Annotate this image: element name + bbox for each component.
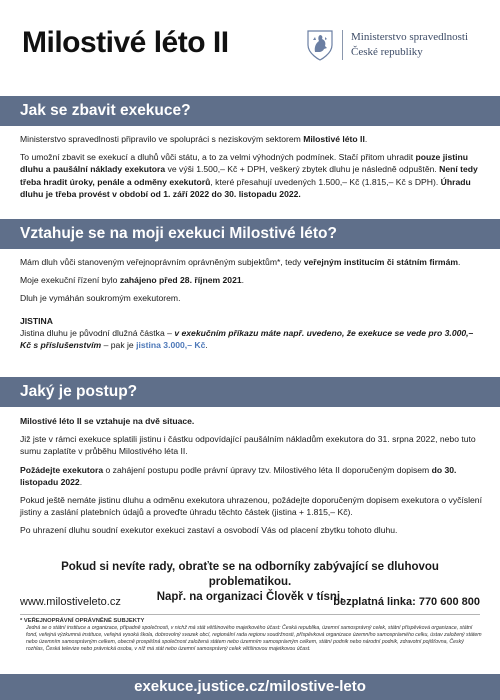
- paragraph: Po uhrazení dluhu soudní exekutor exekuci zastaví a osvobodí Vás od placení zbytku tohoto dluhu.: [20, 525, 398, 536]
- paragraph: Požádejte exekutora o zahájení postupu podle právní úpravy tzv. Milostivého léta II doporučeným dopisem do 30. listopadu 2022.: [20, 464, 457, 487]
- hotline-number[interactable]: bezplatná linka: 770 600 800: [333, 596, 480, 608]
- paragraph: Pokud ještě nemáte jistinu dluhu a odměnu exekutora uhrazenou, požádejte doporučeným dopisem exekutora o vyčíslení jistiny a zaslání platebních údajů a proveďte úhradu těchto částek (jistina + 1.815,– Kč).: [20, 495, 482, 518]
- section-procedure: [20, 415, 482, 543]
- footnote-body: Jedná se o státní instituce a organizace, případně společnosti, v nichž má stát většinového majetkového účast: Česká republika, územní samosprávný celek, státní příspěvková organizace, státní fond, veřejná výzkumná instituce, veřejná vysoká škola, dobrovolný svazek obcí, regionální rada regionu soudržnosti, příspěvková organizace územního samosprávného celku, ústav založený státem nebo územním samosprávným celkem, obecně prospěšná společnost založená státem nebo územním samosprávným celkem, státní podnik nebo národní podnik, zdravotní pojišťovna, Český rozhlas, Česká televize nebo právnická osoba, v níž má stát nebo územní samosprávný celek většinovou majetkovou účast.: [26, 625, 482, 652]
- contact-row: [20, 596, 480, 610]
- section-how-to: [20, 133, 482, 206]
- footer-url[interactable]: exekuce.justice.cz/milostive-leto: [0, 674, 500, 700]
- section-heading-how-to: Jak se zbavit exekuce?: [0, 96, 500, 126]
- footnote-title: * VEŘEJNOPRÁVNÍ OPRÁVNĚNÉ SUBJEKTY: [20, 618, 145, 624]
- paragraph: Mám dluh vůči stanoveným veřejnoprávním oprávněným subjektům*, tedy veřejným institucím či státním firmám.: [20, 257, 461, 267]
- page-title: Milostivé léto II: [22, 26, 229, 59]
- footnote: [20, 618, 482, 653]
- paragraph: Ministerstvo spravedlnosti připravilo ve spolupráci s neziskovým sektorem Milostivé léto II.: [20, 134, 368, 144]
- paragraph: Milostivé léto II se vztahuje na dvě situace.: [20, 416, 195, 426]
- paragraph: Moje exekuční řízení bylo zahájeno před 28. říjnem 2021.: [20, 275, 245, 286]
- ministry-line-1: Ministerstvo spravedlnosti: [351, 31, 469, 43]
- paragraph: Jistina dluhu je původní dlužná částka – v exekučním příkazu máte např. uvedeno, že exekuce se vede pro 3.000,– Kč s příslušenstvím – pak je jistina 3.000,– Kč.: [20, 327, 474, 351]
- advice-line-2: Např. na organizaci Člověk v tísni.: [156, 591, 344, 603]
- section-heading-procedure: Jaký je postup?: [0, 377, 500, 407]
- paragraph: Již jste v rámci exekuce splatili jistinu i částku odpovídající paušálním nákladům exekutora do 31. srpna 2022, nebo tuto sumu zaplatíte v průběhu Milostivého léta II.: [20, 434, 476, 457]
- paragraph: To umožní zbavit se exekucí a dluhů vůči státu, a to za velmi výhodných podmínek. Stačí přitom uhradit pouze jistinu dluhu a paušální náklady exekutora ve výši 1.500,– Kč + DPH, veškerý zbytek dluhu je následně odpuštěn. Není tedy třeba hradit úroky, penále a odměny exekutorů, které přesahují uvedených 1.500,– Kč (1.815,– Kč s DPH). Úhradu dluhu je třeba provést v období od 1. září 2022 do 30. listopadu 2022.: [20, 152, 478, 199]
- header: [0, 0, 500, 88]
- divider: [20, 614, 480, 615]
- jistina-heading: JISTINA: [20, 315, 53, 326]
- lion-crest-icon: [305, 28, 335, 62]
- ministry-name: [342, 30, 468, 60]
- website-link[interactable]: www.milostiveleto.cz: [20, 596, 121, 608]
- advice-line-1: Pokud si nevíte rady, obraťte se na odborníky zabývající se dluhovou problematikou.: [61, 561, 439, 588]
- section-eligibility: [20, 256, 482, 357]
- section-heading-eligibility: Vztahuje se na moji exekuci Milostivé léto?: [0, 219, 500, 249]
- paragraph: Dluh je vymáhán soukromým exekutorem.: [20, 293, 181, 304]
- ministry-line-2: České republiky: [351, 46, 423, 58]
